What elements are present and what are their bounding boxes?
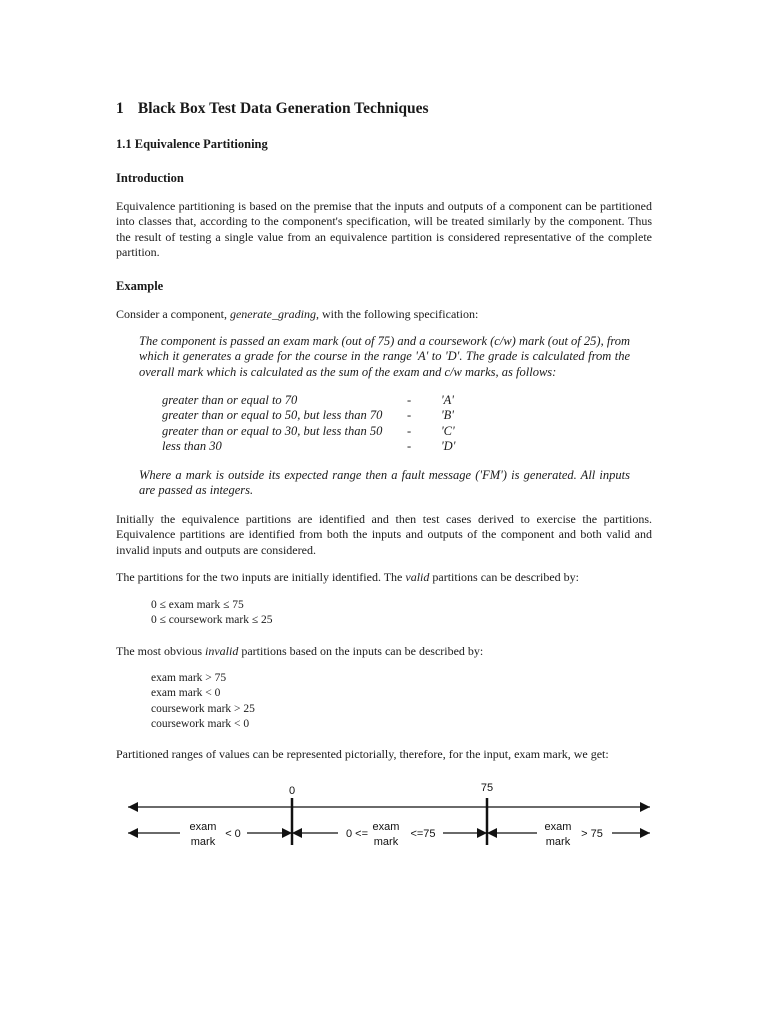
grade-dash: - (407, 438, 412, 453)
left-range-word1: exam (189, 821, 217, 833)
grade-dash: - (407, 393, 412, 407)
consider-suffix: with the following specification: (318, 307, 479, 321)
invalid-suffix: partitions based on the inputs can be described by: (238, 644, 484, 658)
section-heading (116, 100, 429, 118)
consider-paragraph (116, 307, 652, 322)
consider-prefix: Consider a component, (116, 307, 230, 321)
grade-value: 'B' (441, 408, 454, 423)
middle-range-op-left: 0 <= (345, 828, 369, 840)
grade-value: 'C' (441, 423, 455, 438)
middle-range-op-right: <=75 (410, 828, 436, 840)
valid-partitions-list (151, 598, 273, 629)
right-range-word1: exam (544, 821, 572, 833)
component-name: generate_grading, (229, 307, 319, 321)
grade-condition: greater than or equal to 50, but less than 70 (162, 408, 383, 423)
grade-condition: greater than or equal to 70 (162, 393, 298, 407)
partition-diagram (0, 770, 768, 860)
valid-suffix: partitions can be described by: (429, 570, 580, 584)
grade-condition: less than 30 (162, 438, 222, 453)
tick-label-seventy-five: 75 (480, 782, 494, 794)
invalid-partition: exam mark > 75 (151, 672, 227, 684)
introduction-heading: Introduction (116, 171, 184, 185)
invalid-partition: exam mark < 0 (151, 687, 221, 700)
valid-partition: 0 ≤ exam mark ≤ 75 (151, 599, 244, 611)
valid-partitions-paragraph (116, 570, 652, 585)
invalid-partitions-paragraph (116, 644, 652, 659)
example-heading: Example (116, 279, 164, 293)
left-range-op: < 0 (225, 828, 241, 840)
invalid-partition: coursework mark < 0 (151, 717, 250, 730)
valid-prefix: The partitions for the two inputs are initially identified. The (116, 570, 406, 584)
right-range-op: > 75 (581, 828, 603, 840)
section-number: 1 (116, 100, 124, 117)
grade-value: 'A' (441, 393, 454, 407)
right-range-word2: mark (545, 836, 571, 848)
grade-dash: - (407, 423, 412, 438)
grade-dash: - (407, 408, 412, 423)
middle-range-word1: exam (372, 821, 400, 833)
pictorial-paragraph: Partitioned ranges of values can be represented pictorially, therefore, for the input, exam mark, we get: (116, 747, 609, 761)
invalid-partitions-list (151, 671, 255, 732)
middle-range-word2: mark (373, 836, 399, 848)
invalid-prefix: The most obvious (116, 644, 205, 658)
tick-label-zero: 0 (288, 785, 296, 797)
fault-text: Where a mark is outside its expected range then a fault message ('FM') is generated. All inputs are passed as integers. (139, 468, 630, 498)
introduction-paragraph: Equivalence partitioning is based on the premise that the inputs and outputs of a component can be partitioned into classes that, according to the component's specification, will be treated similarly by the component. Thus the result of testing a single value from an equivalence partition is considered representative of the complete partition. (116, 199, 652, 259)
left-range-word2: mark (190, 836, 216, 848)
valid-emphasis: valid (405, 570, 430, 584)
initially-paragraph: Initially the equivalence partitions are identified and then test cases derived to exercise the partitions. Equivalence partitions are identified from both the inputs and outputs of the component and both valid and invalid inputs and outputs are considered. (116, 512, 652, 557)
invalid-emphasis: invalid (205, 644, 239, 658)
valid-partition: 0 ≤ coursework mark ≤ 25 (151, 614, 273, 627)
specification-text: The component is passed an exam mark (out of 75) and a coursework (c/w) mark (out of 25), from which it generates a grade for the course in the range 'A' to 'D'. The grade is calculated from the overall mark which is calculated as the sum of the exam and c/w marks, as follows: (139, 334, 630, 379)
grade-condition: greater than or equal to 30, but less than 50 (162, 423, 383, 438)
subsection-heading: 1.1 Equivalence Partitioning (116, 137, 268, 151)
invalid-partition: coursework mark > 25 (151, 702, 255, 715)
grade-value: 'D' (441, 438, 456, 453)
section-title: Black Box Test Data Generation Techniques (137, 100, 429, 117)
